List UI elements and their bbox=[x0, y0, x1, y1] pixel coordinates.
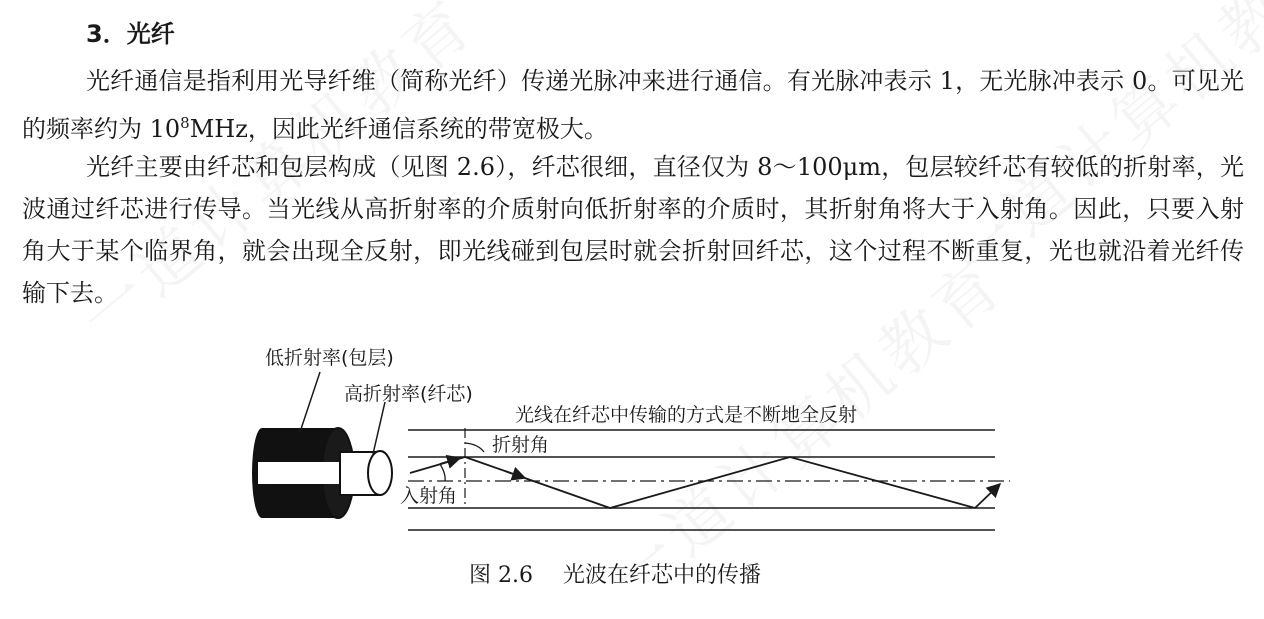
light-ray bbox=[410, 457, 975, 508]
label-transmission-mode: 光线在纤芯中传输的方式是不断地全反射 bbox=[515, 404, 858, 426]
section-heading: 3．光纤 bbox=[86, 20, 175, 48]
figure-caption-text: 光波在纤芯中的传播 bbox=[562, 563, 761, 588]
label-incidence-angle: 入射角 bbox=[400, 485, 458, 507]
fiber-cable bbox=[252, 428, 392, 518]
fiber-diagram bbox=[0, 340, 1264, 555]
figure-caption-number: 图 2.6 bbox=[469, 563, 533, 588]
paragraph-1 bbox=[22, 60, 1244, 150]
figure-caption bbox=[469, 558, 761, 589]
paragraph-1-text-a: 光纤通信是指利用光导纤维（简称光纤）传递光脉冲来进行通信。有光脉冲表示 1，无光脉冲表示 0。可见光的频率约为 10 bbox=[22, 67, 1244, 143]
paragraph-2: 光纤主要由纤芯和包层构成（见图 2.6），纤芯很细，直径仅为 8～100μm，包层较纤芯有较低的折射率，光波通过纤芯进行传导。当光线从高折射率的介质射向低折射率的介质时，其折射角将大于入射角。因此，只要入射角大于某个临界角，就会出现全反射，即光线碰到包层时就会折射回纤芯，这个过程不断重复，光也就沿着光纤传输下去。 bbox=[22, 153, 1244, 307]
label-cladding: 低折射率(包层) bbox=[265, 347, 394, 369]
superscript: 8 bbox=[180, 114, 190, 132]
label-refraction-angle: 折射角 bbox=[492, 434, 550, 456]
paragraph-1-text-b: MHz，因此光纤通信系统的带宽极大。 bbox=[189, 115, 608, 143]
label-core: 高折射率(纤芯) bbox=[344, 383, 473, 405]
